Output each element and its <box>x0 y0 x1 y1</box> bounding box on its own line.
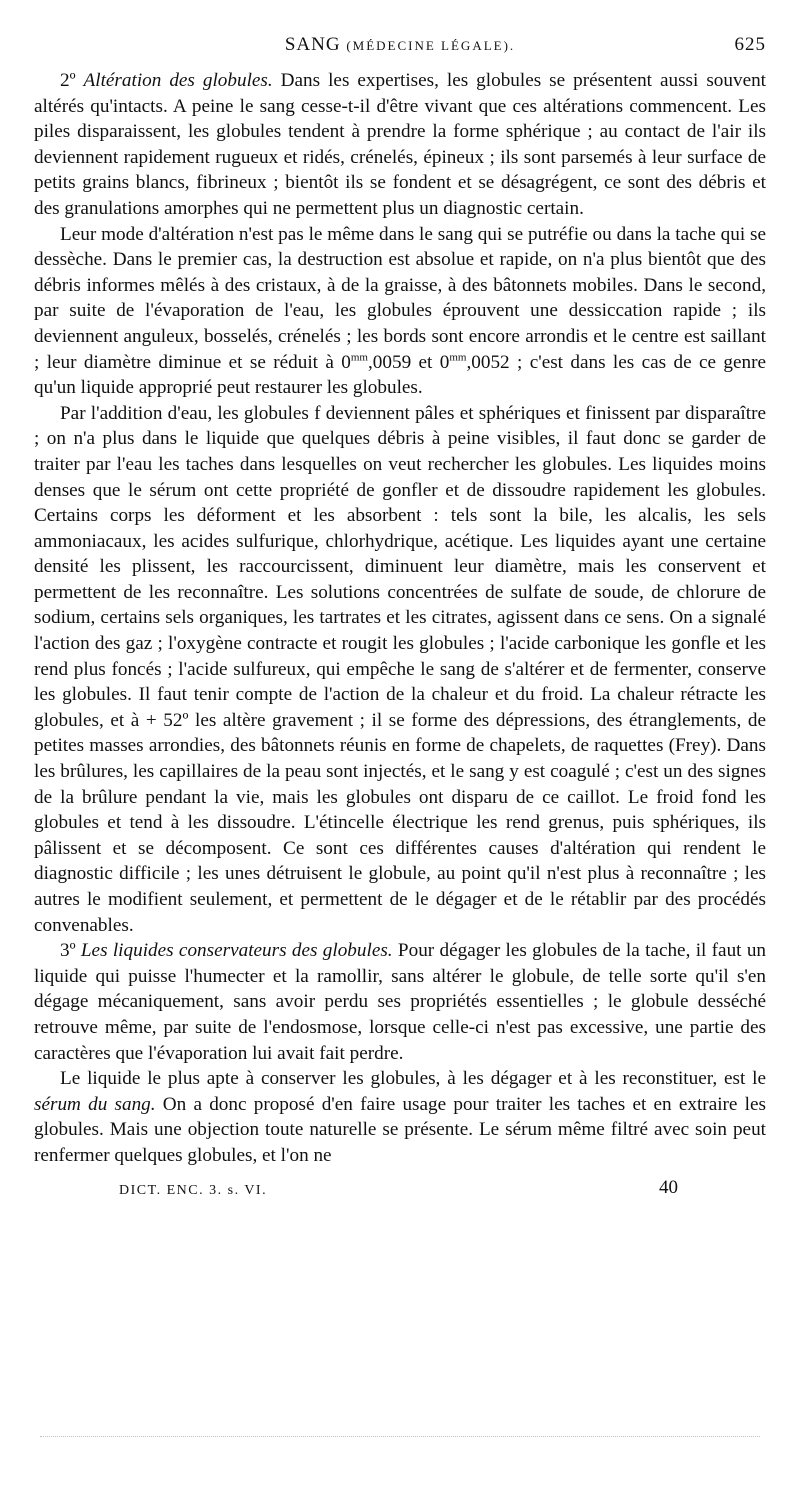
italic-term: sérum du sang. <box>34 1093 156 1115</box>
paragraph-text: Le liquide le plus apte à conserver les globules, à les dégager et à les reconstituer, est le <box>60 1068 766 1090</box>
sheet-number: 40 <box>659 1176 678 1198</box>
paragraph-mode-alteration <box>34 222 766 401</box>
body-text <box>34 68 766 1169</box>
section-number: 2º <box>60 70 76 91</box>
section-heading: Altération des globules. <box>83 70 273 91</box>
paragraph-text: Par l'addition d'eau, les globules f deviennent pâles et sphériques et finissent par disparaître ; on n'a plus dans le liquide que quelques débris à peine visibles, il faut donc se garder de traiter par l'eau les taches dans lesquelles on veut rechercher les globules. Les liquides moins denses que le sérum ont cette propriété de gonfler et de dissoudre rapidement les globules. Certains corps les déforment et les absorbent : tels sont la bile, les alcalis, les sels ammoniacaux, les acides sulfurique, chlorhydrique, acétique. Les liquides ayant une certaine densité les plissent, les raccourcissent, diminuent leur diamètre, mais les conservent et permettent de les reconnaître. Les solutions concentrées de sulfate de soude, de chlorure de sodium, certains sels organiques, les tartrates et les citrates, agissent dans ce sens. On a signalé l'action des gaz ; l'oxygène contracte et rougit les globules ; l'acide carbonique les gonfle et les rend plus foncés ; l'acide sulfureux, qui empêche le sang de s'altérer et de fermenter, conserve les globules. Il faut tenir compte de l'action de la chaleur et du froid. La chaleur rétracte les globules, et à + 52º les altère gravement ; il se forme des dépressions, des étranglements, de petites masses arrondies, des bâtonnets réunis en forme de chapelets, de raquettes (Frey). Dans les brûlures, les capillaires de la peau sont injectés, et le sang y est coagulé ; c'est un des signes de la brûlure pendant la vie, mais les globules ont disparu de ce caillot. Le froid fond les globules et tend à les dissoudre. L'étincelle électrique les rend grenus, puis sphériques, ils pâlissent et se décomposent. Ce sont ces différentes causes d'altération qui rendent le diagnostic difficile ; les unes détruisent le globule, au point qu'il n'est plus à reconnaître ; les autres le modifient seulement, et permettent de le dégager et de le rétablir par des procédés convenables. <box>34 402 766 936</box>
document-page <box>34 30 766 1470</box>
paragraph-serum <box>34 1066 766 1168</box>
paragraph-liquides-conservateurs <box>34 938 766 1066</box>
paragraph-text: ,0059 et 0 <box>367 351 450 373</box>
bottom-bleed-rule <box>40 1436 760 1437</box>
paragraph-text: Leur mode d'altération n'est pas le même dans le sang qui se putréfie ou dans la tache qui se dessèche. Dans le premier cas, la destruction est absolue et rapide, on n'a plus bientôt que des débris informes mêlés à des cristaux, à de la graisse, à des bâtonnets mobiles. Dans le second, par suite de l'évaporation de l'eau, les globules éprouvent une dessiccation rapide ; ils deviennent anguleux, bosselés, crénelés ; les bords sont encore arrondis et le centre est saillant ; leur diamètre diminue et se réduit à 0 <box>34 223 766 373</box>
unit-superscript: mm <box>350 351 368 364</box>
paragraph-text: Dans les expertises, les globules se présentent aussi souvent altérés qu'intacts. A peine le sang cesse-t-il d'être vivant que ces altérations commencent. Les piles disparaissent, les globules tendent à prendre la forme sphérique ; au contact de l'air ils deviennent rapidement rugueux et ridés, crénelés, épineux ; ils sont parsemés à leur surface de petits grains blancs, fibrineux ; bientôt ils se fondent et se désagrégent, ce sont des débris et des granulations amorphes qui ne permettent plus un diagnostic certain. <box>34 70 767 219</box>
page-footer <box>34 1177 766 1207</box>
section-number: 3º <box>60 940 76 962</box>
unit-superscript: mm <box>449 351 467 364</box>
paragraph-text: On a donc proposé d'en faire usage pour traiter les taches et en extraire les globules. Mais une objection toute naturelle se présente. Le sérum même filtré avec soin peut renfermer quelques globules, et l'on ne <box>34 1093 766 1166</box>
running-title <box>34 34 766 56</box>
section-heading: Les liquides conservateurs des globules. <box>80 940 393 962</box>
page-number: 625 <box>734 34 766 55</box>
printer-signature: DICT. ENC. 3. s. VI. <box>119 1182 268 1198</box>
paragraph-text: ,0052 ; c'est dans les cas de ce genre qu'un liquide approprié peut restaurer les globules. <box>34 351 766 399</box>
paragraph-addition-eau <box>34 401 766 938</box>
paragraph-alteration <box>34 68 766 222</box>
running-title-sub: (MÉDECINE LÉGALE). <box>346 38 516 53</box>
running-header <box>34 30 766 64</box>
running-title-main: SANG <box>284 34 341 55</box>
paragraph-text: Pour dégager les globules de la tache, il faut un liquide qui puisse l'humecter et la ramollir, sans altérer le globule, de telle sorte qu'il s'en dégage mécaniquement, sans avoir perdu ses propriétés essentielles ; le globule desséché retrouve même, par suite de l'endosmose, lorsque celle-ci n'est pas excessive, une partie des caractères que l'évaporation lui avait fait perdre. <box>34 940 767 1064</box>
